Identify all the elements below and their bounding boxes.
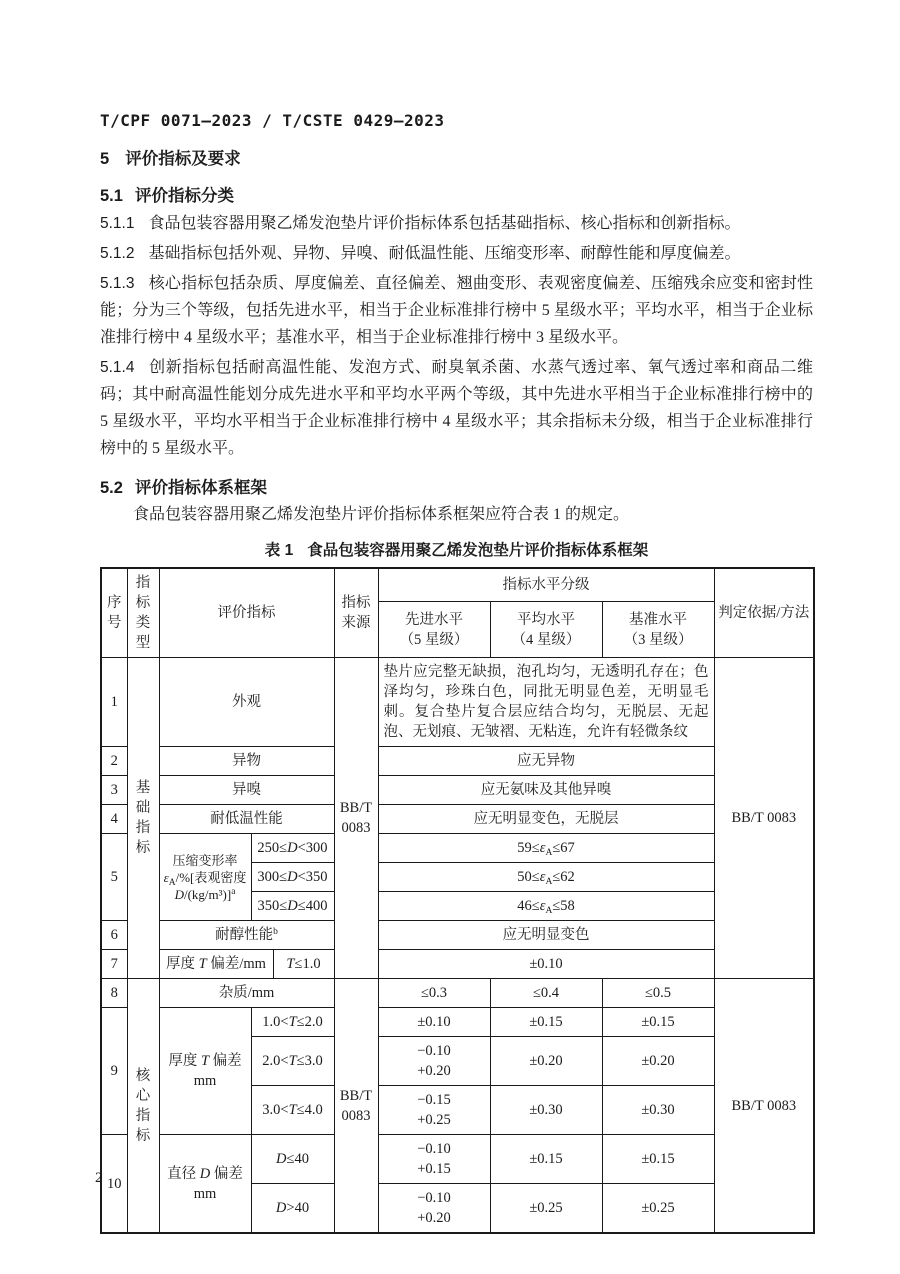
req-d1-baseline: ±0.15 bbox=[602, 1135, 714, 1184]
clause-5-1-3 bbox=[100, 270, 813, 351]
seq-8: 8 bbox=[101, 979, 127, 1008]
indicator-impurity: 杂质/mm bbox=[159, 979, 334, 1008]
clause-text: 食品包装容器用聚乙烯发泡垫片评价指标体系包括基础指标、核心指标和创新指标。 bbox=[148, 215, 741, 232]
req-compression-3: $46\le\varepsilon_A\le 58$ bbox=[378, 892, 714, 921]
req-foreign-matter: 应无异物 bbox=[378, 747, 714, 776]
indicator-diameter: 直径 D 偏差 mm bbox=[159, 1135, 251, 1234]
cond-density-3: 350≤D≤400 bbox=[251, 892, 334, 921]
clause-number: 5.1.3 bbox=[100, 275, 135, 292]
doc-code: T/CPF 0071—2023 / T/CSTE 0429—2023 bbox=[100, 111, 445, 130]
req-d1-average: ±0.15 bbox=[490, 1135, 602, 1184]
seq-3: 3 bbox=[101, 776, 127, 805]
req-impurity-advanced: ≤0.3 bbox=[378, 979, 490, 1008]
type-core: 核心指标 bbox=[127, 979, 159, 1234]
cond-thickness-2: 2.0<T≤3.0 bbox=[251, 1037, 334, 1086]
indicator-compression-rate: 压缩变形率 $\varepsilon_A/\%$[表观密度 D/(kg/m³)]$^a$ bbox=[159, 834, 251, 921]
seq-5: 5 bbox=[101, 834, 127, 921]
col-header-average: 平均水平 （4 星级） bbox=[490, 602, 602, 658]
req-thickness-basic: ±0.10 bbox=[378, 950, 714, 979]
col-header-source: 指标来源 bbox=[334, 568, 378, 658]
table-row bbox=[101, 834, 814, 863]
req-impurity-average: ≤0.4 bbox=[490, 979, 602, 1008]
req-odor: 应无氨味及其他异嗅 bbox=[378, 776, 714, 805]
col-header-judgment: 判定依据/方法 bbox=[714, 568, 814, 658]
heading-5-1 bbox=[100, 185, 813, 207]
clause-number: 5.1.4 bbox=[100, 359, 135, 376]
table-row bbox=[101, 658, 814, 747]
clause-5-1-2 bbox=[100, 240, 813, 267]
col-header-advanced: 先进水平 （5 星级） bbox=[378, 602, 490, 658]
table-row bbox=[101, 979, 814, 1008]
cond-thickness-1: 1.0<T≤2.0 bbox=[251, 1008, 334, 1037]
heading-5-number: 5 bbox=[100, 150, 110, 168]
clause-text: 创新指标包括耐高温性能、发泡方式、耐臭氧杀菌、水蒸气透过率、氧气透过率和商品二维码；其中耐高温性能划分成先进水平和平均水平两个等级，其中先进水平相当于企业标准排行榜中的 5 星级水平，平均水平相当于企业标准排行榜中 4 星级水平；其余指标未分级，相当于企业标准排行榜中的 5 星级水平。 bbox=[100, 359, 813, 457]
indicator-table bbox=[100, 567, 815, 1234]
table-row bbox=[101, 1135, 814, 1184]
seq-10: 10 bbox=[101, 1135, 127, 1234]
indicator-thickness-core: 厚度 T 偏差 mm bbox=[159, 1008, 251, 1135]
table-row bbox=[101, 950, 814, 979]
seq-2: 2 bbox=[101, 747, 127, 776]
cond-thickness-basic: T≤1.0 bbox=[273, 950, 334, 979]
seq-1: 1 bbox=[101, 658, 127, 747]
clause-number: 5.1.1 bbox=[100, 215, 135, 232]
cond-thickness-3: 3.0<T≤4.0 bbox=[251, 1086, 334, 1135]
req-t1-advanced: ±0.10 bbox=[378, 1008, 490, 1037]
clause-5-1-1 bbox=[100, 210, 813, 237]
clause-text: 基础指标包括外观、异物、异嗅、耐低温性能、压缩变形率、耐醇性能和厚度偏差。 bbox=[148, 245, 741, 262]
col-header-indicator: 评价指标 bbox=[159, 568, 334, 658]
req-t1-average: ±0.15 bbox=[490, 1008, 602, 1037]
req-t1-baseline: ±0.15 bbox=[602, 1008, 714, 1037]
judgment-basic: BB/T 0083 bbox=[714, 658, 814, 979]
req-low-temp: 应无明显变色，无脱层 bbox=[378, 805, 714, 834]
indicator-appearance: 外观 bbox=[159, 658, 334, 747]
judgment-core: BB/T 0083 bbox=[714, 979, 814, 1234]
req-d2-advanced: −0.10 +0.20 bbox=[378, 1184, 490, 1234]
req-compression-1: $59\le\varepsilon_A\le 67$ bbox=[378, 834, 714, 863]
seq-6: 6 bbox=[101, 921, 127, 950]
col-header-type: 指标类型 bbox=[127, 568, 159, 658]
indicator-foreign-matter: 异物 bbox=[159, 747, 334, 776]
col-header-baseline: 基准水平 （3 星级） bbox=[602, 602, 714, 658]
indicator-low-temp: 耐低温性能 bbox=[159, 805, 334, 834]
clause-number: 5.1.2 bbox=[100, 245, 135, 262]
table-caption bbox=[100, 541, 813, 561]
table-caption-label: 表 1 bbox=[264, 542, 294, 559]
heading-5-2-title: 评价指标体系框架 bbox=[134, 479, 267, 497]
cond-diameter-1: D≤40 bbox=[251, 1135, 334, 1184]
table-row bbox=[101, 921, 814, 950]
req-t3-advanced: −0.15 +0.25 bbox=[378, 1086, 490, 1135]
heading-5-2-number: 5.2 bbox=[100, 479, 123, 497]
req-d2-baseline: ±0.25 bbox=[602, 1184, 714, 1234]
clause-5-2-intro: 食品包装容器用聚乙烯发泡垫片评价指标体系框架应符合表 1 的规定。 bbox=[133, 506, 630, 523]
heading-5-1-title: 评价指标分类 bbox=[134, 187, 234, 205]
source-basic: BB/T 0083 bbox=[334, 658, 378, 979]
indicator-thickness-basic: 厚度 T 偏差/mm bbox=[159, 950, 273, 979]
page-content bbox=[100, 112, 813, 1234]
req-t2-average: ±0.20 bbox=[490, 1037, 602, 1086]
req-t2-baseline: ±0.20 bbox=[602, 1037, 714, 1086]
table-header-row bbox=[101, 568, 814, 602]
source-core: BB/T 0083 bbox=[334, 979, 378, 1234]
req-d2-average: ±0.25 bbox=[490, 1184, 602, 1234]
clause-text: 核心指标包括杂质、厚度偏差、直径偏差、翘曲变形、表观密度偏差、压缩残余应变和密封性能；分为三个等级，包括先进水平，相当于企业标准排行榜中 5 星级水平；平均水平，相当于企业标准排行榜中 4 星级水平；基准水平，相当于企业标准排行榜中 3 星级水平。 bbox=[100, 275, 813, 346]
heading-5 bbox=[100, 148, 813, 170]
table-row bbox=[101, 805, 814, 834]
table-row bbox=[101, 1008, 814, 1037]
heading-5-1-number: 5.1 bbox=[100, 187, 123, 205]
type-basic: 基础指标 bbox=[127, 658, 159, 979]
col-header-seq: 序号 bbox=[101, 568, 127, 658]
indicator-odor: 异嗅 bbox=[159, 776, 334, 805]
req-compression-2: $50\le\varepsilon_A\le 62$ bbox=[378, 863, 714, 892]
req-t3-average: ±0.30 bbox=[490, 1086, 602, 1135]
cond-density-1: 250≤D<300 bbox=[251, 834, 334, 863]
seq-7: 7 bbox=[101, 950, 127, 979]
clause-5-1-4 bbox=[100, 354, 813, 462]
heading-5-2 bbox=[100, 477, 813, 499]
cond-diameter-2: D>40 bbox=[251, 1184, 334, 1234]
cond-density-2: 300≤D<350 bbox=[251, 863, 334, 892]
seq-4: 4 bbox=[101, 805, 127, 834]
req-t3-baseline: ±0.30 bbox=[602, 1086, 714, 1135]
table-row bbox=[101, 776, 814, 805]
table-caption-title: 食品包装容器用聚乙烯发泡垫片评价指标体系框架 bbox=[307, 542, 649, 559]
req-appearance: 垫片应完整无缺损，泡孔均匀，无透明孔存在；色泽均匀，珍珠白色，同批无明显色差，无明显毛刺。复合垫片复合层应结合均匀，无脱层、无起泡、无划痕、无皱褶、无粘连，允许有轻微条纹 bbox=[378, 658, 714, 747]
indicator-alcohol: 耐醇性能$^b$ bbox=[159, 921, 334, 950]
page-number: 2 bbox=[95, 1170, 103, 1186]
col-header-grading: 指标水平分级 bbox=[378, 568, 714, 602]
req-t2-advanced: −0.10 +0.20 bbox=[378, 1037, 490, 1086]
req-impurity-baseline: ≤0.5 bbox=[602, 979, 714, 1008]
req-d1-advanced: −0.10 +0.15 bbox=[378, 1135, 490, 1184]
req-alcohol: 应无明显变色 bbox=[378, 921, 714, 950]
seq-9: 9 bbox=[101, 1008, 127, 1135]
heading-5-title: 评价指标及要求 bbox=[125, 150, 241, 168]
table-row bbox=[101, 747, 814, 776]
